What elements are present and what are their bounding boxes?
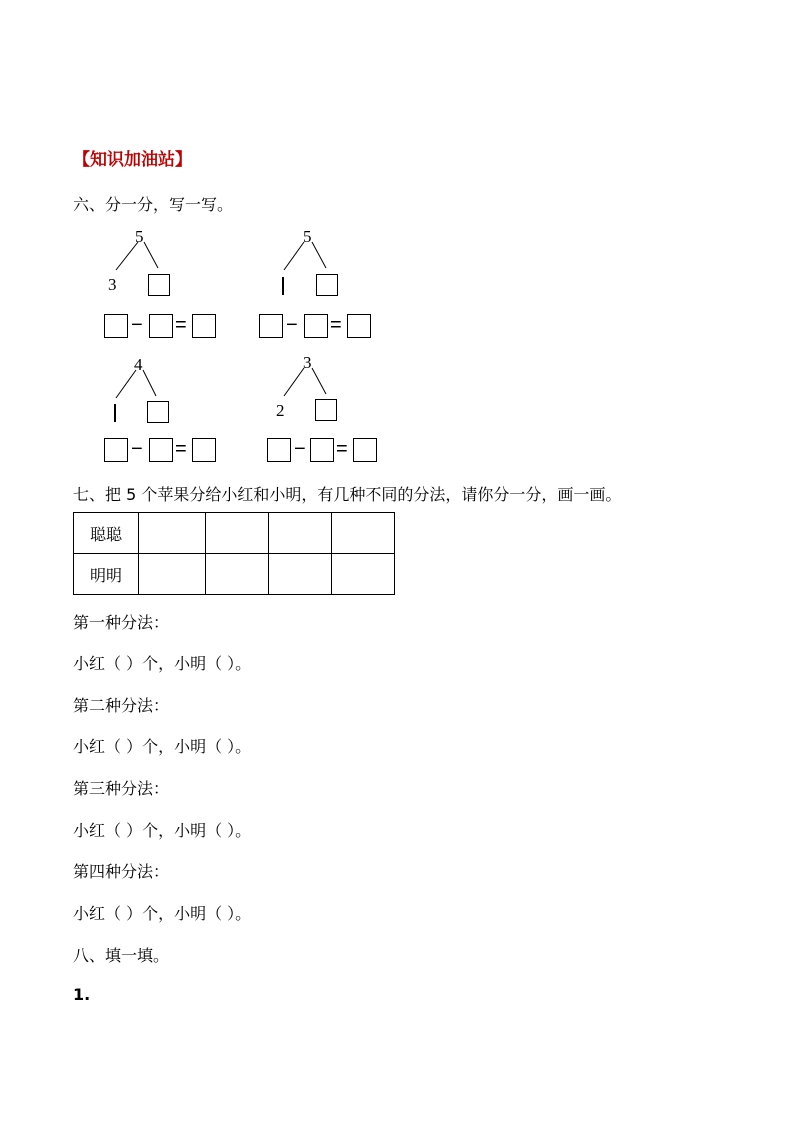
bond-total: 3 <box>303 353 312 372</box>
method-answer-1: 小红（ ）个，小明（ ）。 <box>73 654 252 673</box>
answer-box[interactable] <box>267 438 291 462</box>
table-cell[interactable] <box>269 554 332 595</box>
section8-title: 八、填一填。 <box>73 946 170 965</box>
method-label-2: 第二种分法： <box>73 696 170 715</box>
bond-part-left: 3 <box>108 275 117 294</box>
answer-box[interactable] <box>149 314 173 338</box>
answer-box[interactable] <box>315 399 337 421</box>
bond-total: 4 <box>134 355 143 374</box>
answer-box[interactable] <box>104 438 128 462</box>
table-cell[interactable] <box>206 554 269 595</box>
table-cell[interactable] <box>332 554 395 595</box>
minus-sign: − <box>294 438 306 460</box>
answer-box[interactable] <box>259 314 283 338</box>
answer-box[interactable] <box>148 274 170 296</box>
answer-box[interactable] <box>310 438 334 462</box>
method-answer-2: 小红（ ）个，小明（ ）。 <box>73 737 252 756</box>
section-header: 【知识加油站】 <box>73 150 192 170</box>
equals-sign: = <box>330 314 342 336</box>
answer-box[interactable] <box>304 314 328 338</box>
equals-sign: = <box>175 438 187 460</box>
method-label-1: 第一种分法： <box>73 613 170 632</box>
table-cell[interactable] <box>332 513 395 554</box>
method-answer-3: 小红（ ）个，小明（ ）。 <box>73 821 252 840</box>
answer-box[interactable] <box>353 438 377 462</box>
answer-box[interactable] <box>104 314 128 338</box>
answer-box[interactable] <box>192 438 216 462</box>
bond-total: 5 <box>303 227 312 246</box>
minus-sign: − <box>286 314 298 336</box>
table-cell[interactable] <box>206 513 269 554</box>
bond-total: 5 <box>135 227 144 246</box>
answer-box[interactable] <box>149 438 173 462</box>
minus-sign: − <box>131 314 143 336</box>
method-label-3: 第三种分法： <box>73 779 170 798</box>
bond-part-left: 2 <box>276 401 285 420</box>
method-answer-4: 小红（ ）个，小明（ ）。 <box>73 904 252 923</box>
answer-box[interactable] <box>347 314 371 338</box>
bond-lines <box>274 352 354 412</box>
minus-sign: − <box>131 438 143 460</box>
method-label-4: 第四种分法： <box>73 862 170 881</box>
tally-mark <box>282 277 284 295</box>
table-row <box>74 554 395 595</box>
equals-sign: = <box>336 438 348 460</box>
answer-box[interactable] <box>147 401 169 423</box>
section8-item-1: 1. <box>73 985 91 1004</box>
answer-box[interactable] <box>316 274 338 296</box>
section6-title: 六、分一分，写一写。 <box>73 195 234 214</box>
table-cell[interactable] <box>139 513 206 554</box>
answer-box[interactable] <box>192 314 216 338</box>
table-cell[interactable] <box>139 554 206 595</box>
tally-mark <box>114 404 116 422</box>
row-label: 明明 <box>74 554 139 595</box>
table-row <box>74 513 395 554</box>
row-label: 聪聪 <box>74 513 139 554</box>
distribution-table <box>73 512 395 595</box>
section7-title: 七、把 5 个苹果分给小红和小明，有几种不同的分法，请你分一分，画一画。 <box>73 485 622 504</box>
equals-sign: = <box>175 314 187 336</box>
table-cell[interactable] <box>269 513 332 554</box>
bond-lines <box>106 354 186 414</box>
